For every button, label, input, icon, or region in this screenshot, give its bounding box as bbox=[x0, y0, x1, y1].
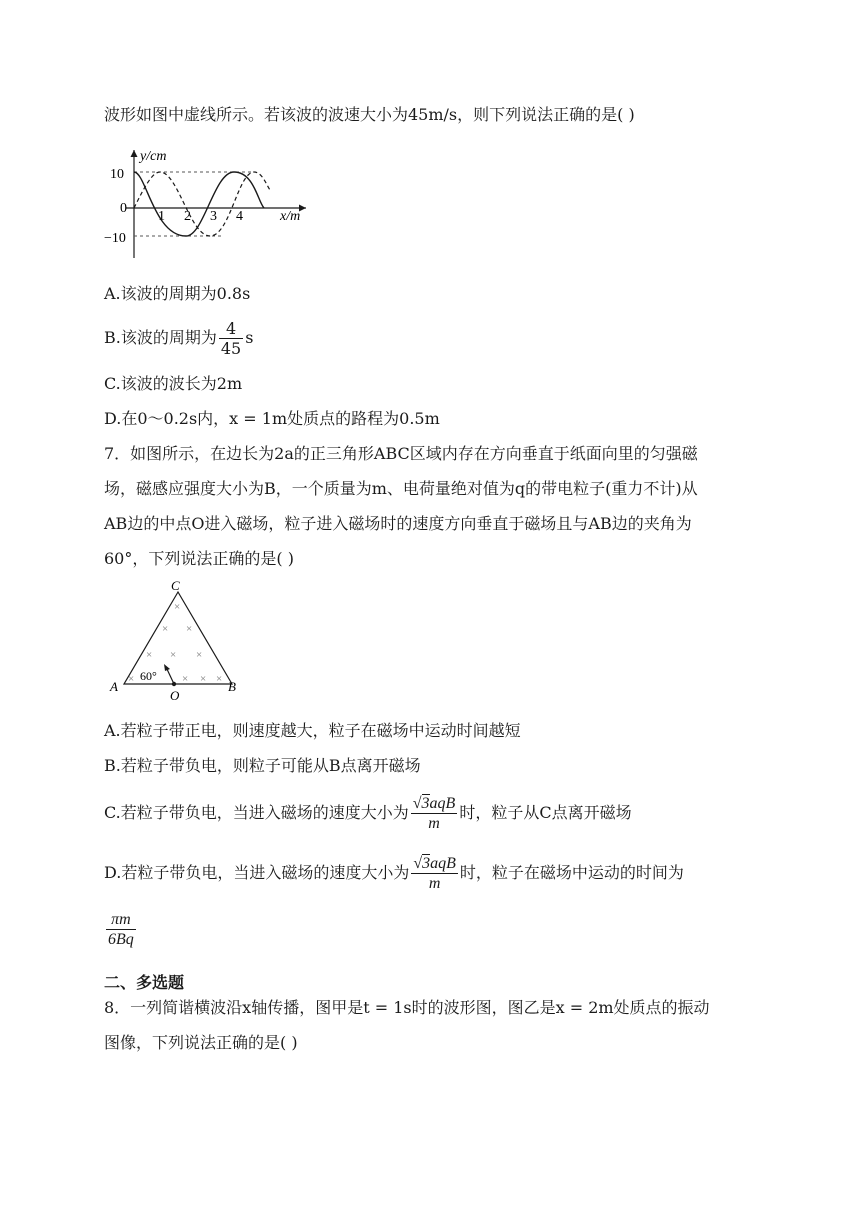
field-mark: × bbox=[182, 673, 189, 685]
x-tick-1: 1 bbox=[158, 209, 165, 224]
q7-line-4: 60°，下列说法正确的是( ) bbox=[104, 549, 294, 568]
y-tick-minus-10: −10 bbox=[104, 231, 126, 246]
q7-option-c bbox=[104, 792, 632, 834]
q7-line-2: 场，磁感应强度大小为B，一个质量为m、电荷量绝对值为q的带电粒子(重力不计)从 bbox=[104, 479, 698, 498]
q8-line-1: 8．一列简谐横波沿x轴传播，图甲是t = 1s时的波形图，图乙是x = 2m处质点的振动 bbox=[104, 998, 710, 1017]
q7-option-d-prefix: D.若粒子带负电，当进入磁场的速度大小为 bbox=[104, 863, 410, 882]
time-denominator: 6Bq bbox=[108, 931, 134, 948]
q7-option-c-prefix: C.若粒子带负电，当进入磁场的速度大小为 bbox=[104, 803, 409, 822]
speed-numerator: √3aqB bbox=[411, 854, 458, 874]
q8-line-2: 图像，下列说法正确的是( ) bbox=[104, 1033, 298, 1052]
angle-label: 60° bbox=[140, 669, 157, 683]
speed-fraction bbox=[411, 854, 458, 893]
y-tick-0: 0 bbox=[120, 201, 127, 216]
field-mark: × bbox=[128, 673, 135, 685]
time-numerator: πm bbox=[106, 910, 136, 930]
speed-numerator: √3aqB bbox=[411, 794, 458, 814]
q7-option-a: A.若粒子带正电，则速度越大，粒子在磁场中运动时间越短 bbox=[104, 721, 521, 740]
field-mark: × bbox=[200, 673, 207, 685]
q7-option-b: B.若粒子带负电，则粒子可能从B点离开磁场 bbox=[104, 756, 421, 775]
x-tick-2: 2 bbox=[184, 209, 191, 224]
q6-option-d: D.在0～0.2s内，x = 1m处质点的路程为0.5m bbox=[104, 409, 440, 428]
speed-fraction bbox=[411, 794, 458, 833]
time-fraction bbox=[106, 910, 136, 949]
dashed-waveform bbox=[134, 172, 270, 236]
period-numerator: 4 bbox=[219, 319, 243, 339]
x-axis-label: x/m bbox=[280, 209, 301, 224]
y-axis-label: y/cm bbox=[140, 149, 167, 164]
period-fraction bbox=[219, 319, 243, 358]
time-expression bbox=[104, 908, 138, 950]
velocity-arrow-head bbox=[164, 664, 170, 671]
intro-line: 波形如图中虚线所示。若该波的波速大小为45m/s，则下列说法正确的是( ) bbox=[104, 105, 635, 124]
q6-option-c: C.该波的波长为2m bbox=[104, 374, 243, 393]
period-unit: s bbox=[245, 328, 254, 347]
vertex-label-b: B bbox=[228, 679, 236, 694]
q7-option-d-suffix: 时，粒子在磁场中运动的时间为 bbox=[459, 863, 684, 882]
field-mark: × bbox=[216, 673, 223, 685]
q7-option-c-suffix: 时，粒子从C点离开磁场 bbox=[459, 803, 632, 822]
q6-option-b bbox=[104, 318, 253, 358]
x-tick-4: 4 bbox=[236, 209, 243, 224]
field-mark: × bbox=[186, 623, 193, 635]
period-denominator: 45 bbox=[220, 339, 242, 358]
field-mark: × bbox=[162, 623, 169, 635]
field-mark: × bbox=[196, 649, 203, 661]
wave-figure bbox=[104, 142, 314, 264]
q7-line-3: AB边的中点O进入磁场，粒子进入磁场时的速度方向垂直于磁场且与AB边的夹角为 bbox=[104, 514, 692, 533]
q6-option-b-prefix: B.该波的周期为 bbox=[104, 328, 217, 347]
q6-option-a: A.该波的周期为0.8s bbox=[104, 284, 251, 303]
field-mark: × bbox=[146, 649, 153, 661]
speed-denominator: m bbox=[428, 815, 440, 832]
field-mark: × bbox=[170, 649, 177, 661]
vertex-label-c: C bbox=[171, 578, 180, 593]
y-tick-10: 10 bbox=[110, 167, 124, 182]
speed-denominator: m bbox=[428, 875, 441, 892]
vertex-label-a: A bbox=[110, 679, 118, 694]
solid-waveform bbox=[134, 172, 264, 236]
q7-option-d bbox=[104, 852, 684, 894]
triangle-figure bbox=[104, 578, 244, 702]
point-label-o: O bbox=[170, 688, 180, 702]
field-mark: × bbox=[174, 601, 181, 613]
q7-line-1: 7．如图所示，在边长为2a的正三角形ABC区域内存在方向垂直于纸面向里的匀强磁 bbox=[104, 444, 698, 463]
section-heading: 二、多选题 bbox=[104, 973, 185, 992]
x-tick-3: 3 bbox=[210, 209, 217, 224]
